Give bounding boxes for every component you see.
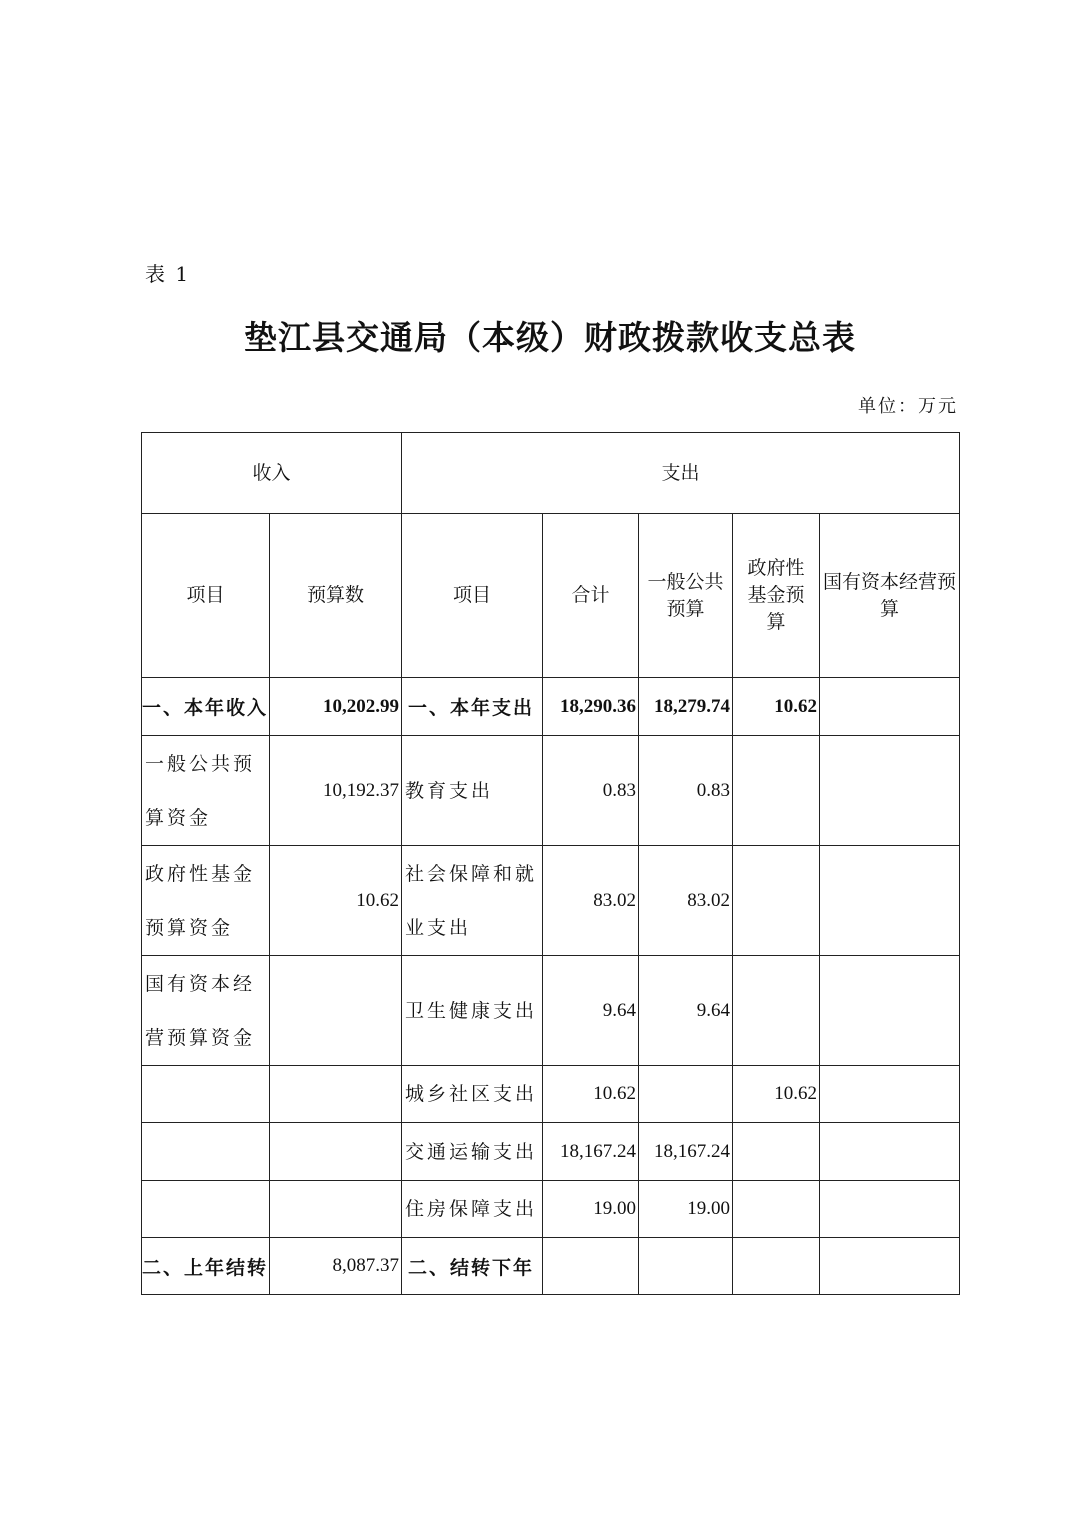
expense-item: 住房保障支出 bbox=[402, 1181, 543, 1238]
general-value bbox=[639, 1066, 733, 1123]
total-value: 18,167.24 bbox=[543, 1123, 639, 1181]
state-capital-value bbox=[820, 1123, 960, 1181]
table-row bbox=[142, 1181, 960, 1238]
header-income-budget: 预算数 bbox=[270, 514, 402, 678]
expense-item: 社会保障和就业支出 bbox=[402, 846, 543, 956]
total-value bbox=[543, 1238, 639, 1295]
state-capital-value bbox=[820, 1066, 960, 1123]
income-item: 一般公共预算资金 bbox=[142, 736, 270, 846]
expense-item: 城乡社区支出 bbox=[402, 1066, 543, 1123]
income-value: 10,192.37 bbox=[270, 736, 402, 846]
state-capital-value bbox=[820, 678, 960, 736]
income-value bbox=[270, 956, 402, 1066]
gov-fund-value bbox=[733, 1238, 820, 1295]
gov-fund-value: 10.62 bbox=[733, 678, 820, 736]
gov-fund-value bbox=[733, 846, 820, 956]
total-value: 83.02 bbox=[543, 846, 639, 956]
state-capital-value bbox=[820, 1238, 960, 1295]
expense-item: 交通运输支出 bbox=[402, 1123, 543, 1181]
general-value bbox=[639, 1238, 733, 1295]
income-value: 10.62 bbox=[270, 846, 402, 956]
income-item: 二、上年结转 bbox=[142, 1238, 270, 1295]
general-value: 0.83 bbox=[639, 736, 733, 846]
total-value: 18,290.36 bbox=[543, 678, 639, 736]
income-item: 政府性基金预算资金 bbox=[142, 846, 270, 956]
state-capital-value bbox=[820, 956, 960, 1066]
header-income-item: 项目 bbox=[142, 514, 270, 678]
expense-item: 二、结转下年 bbox=[402, 1238, 543, 1295]
unit-label: 单位：万元 bbox=[858, 396, 958, 417]
income-value bbox=[270, 1123, 402, 1181]
header-state-capital-budget: 国有资本经营预算 bbox=[820, 514, 960, 678]
expense-item: 教育支出 bbox=[402, 736, 543, 846]
document-title: 垫江县交通局（本级）财政拨款收支总表 bbox=[244, 318, 856, 357]
income-item bbox=[142, 1066, 270, 1123]
table-row bbox=[142, 1066, 960, 1123]
total-value: 9.64 bbox=[543, 956, 639, 1066]
gov-fund-value bbox=[733, 736, 820, 846]
header-general-budget: 一般公共预算 bbox=[639, 514, 733, 678]
income-item: 国有资本经营预算资金 bbox=[142, 956, 270, 1066]
state-capital-value bbox=[820, 1181, 960, 1238]
expense-item: 一、本年支出 bbox=[402, 678, 543, 736]
income-item: 一、本年收入 bbox=[142, 678, 270, 736]
header-income: 收入 bbox=[142, 433, 402, 514]
income-value: 10,202.99 bbox=[270, 678, 402, 736]
total-value: 19.00 bbox=[543, 1181, 639, 1238]
general-value: 18,167.24 bbox=[639, 1123, 733, 1181]
header-row-columns bbox=[142, 514, 960, 678]
table-row bbox=[142, 678, 960, 736]
finance-table bbox=[141, 432, 960, 1295]
total-value: 10.62 bbox=[543, 1066, 639, 1123]
general-value: 9.64 bbox=[639, 956, 733, 1066]
table-row bbox=[142, 1123, 960, 1181]
header-expense: 支出 bbox=[402, 433, 960, 514]
header-expense-item: 项目 bbox=[402, 514, 543, 678]
gov-fund-value bbox=[733, 1123, 820, 1181]
general-value: 18,279.74 bbox=[639, 678, 733, 736]
total-value: 0.83 bbox=[543, 736, 639, 846]
income-item bbox=[142, 1181, 270, 1238]
state-capital-value bbox=[820, 846, 960, 956]
general-value: 19.00 bbox=[639, 1181, 733, 1238]
gov-fund-value bbox=[733, 1181, 820, 1238]
income-item bbox=[142, 1123, 270, 1181]
header-gov-fund-budget: 政府性基金预算 bbox=[733, 514, 820, 678]
table-row bbox=[142, 846, 960, 956]
gov-fund-value: 10.62 bbox=[733, 1066, 820, 1123]
table-row bbox=[142, 1238, 960, 1295]
general-value: 83.02 bbox=[639, 846, 733, 956]
income-value bbox=[270, 1066, 402, 1123]
table-label: 表 1 bbox=[145, 262, 191, 286]
table-row bbox=[142, 956, 960, 1066]
table-row bbox=[142, 736, 960, 846]
gov-fund-value bbox=[733, 956, 820, 1066]
income-value bbox=[270, 1181, 402, 1238]
income-value: 8,087.37 bbox=[270, 1238, 402, 1295]
state-capital-value bbox=[820, 736, 960, 846]
expense-item: 卫生健康支出 bbox=[402, 956, 543, 1066]
header-total: 合计 bbox=[543, 514, 639, 678]
header-row-group bbox=[142, 433, 960, 514]
